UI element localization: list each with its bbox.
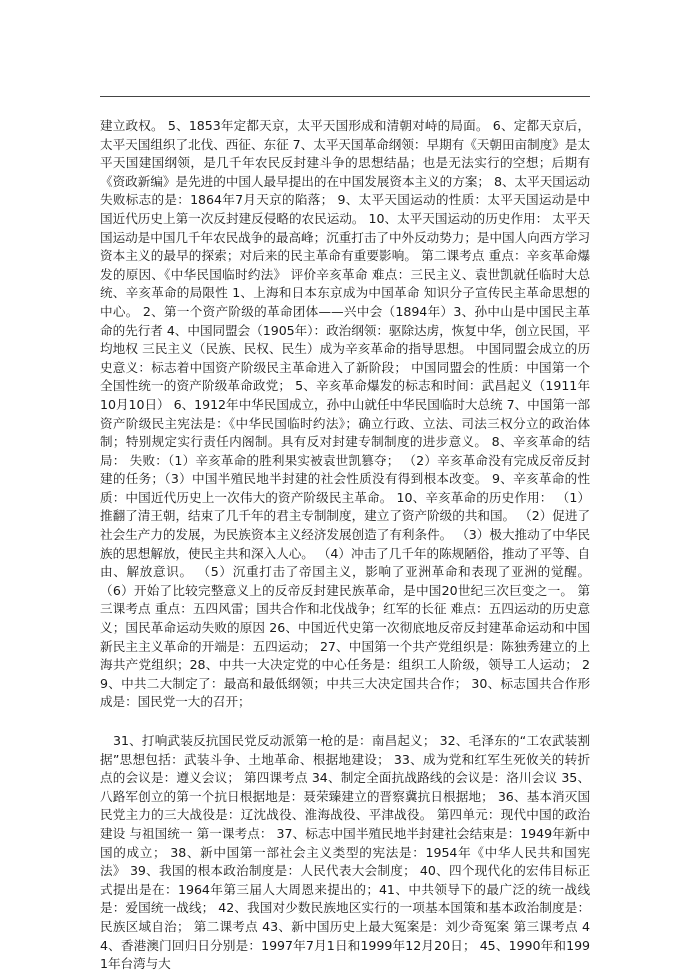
body-paragraph-2: 31、打响武装反抗国民党反动派第一枪的是：南昌起义； 32、毛泽东的“工农武装割据”思想包括：武装斗争、土地革命、根据地建设； 33、成为党和红军生死攸关的转折点的会议是：遵义会议； 第四课考点 34、制定全面抗战路线的会议是：洛川会议 35、八路军创立的第一个抗日根据地是：聂荣臻建立的晋察冀抗日根据地； 36、基本消灭国民党主力的三大战役是：辽沈战役、淮海战役、平津战役。 第四单元：现代中国的政治建设 与祖国统一 第一课考点： 37、标志中国半殖民地半封建社会结束是：1949年新中国的成立； 38、新中国第一部社会主义类型的宪法是：1954年《中华人民共和国宪法》 39、我国的根本政治制度是：人民代表大会制度； 40、四个现代化的宏伟目标正式提出是在：1964年第三届人大周恩来提出的；41、中共领导下的最广泛的统一战线是：爱国统一战线； 42、我国对少数民族地区实行的一项基本国策和基本政治制度是：民族区域自治； 第二课考点 43、新中国历史上最大冤案是：刘少奇冤案 第三课考点 44、香港澳门回归日分别是：1997年7月1日和1999年12月20日； 45、1990年和1991年台湾与大 xyxy=(100,733,590,972)
document-body xyxy=(100,117,590,974)
header-rule xyxy=(100,96,590,97)
body-paragraph-1: 建立政权。 5、1853年定都天京，太平天国形成和清朝对峙的局面。 6、定都天京后，太平天国组织了北伐、西征、东征 7、太平天国革命纲领：早期有《天朝田亩制度》是太平天国建国纲领，是几千年农民反封建斗争的思想结晶；也是无法实行的空想；后期有《资政新编》是先进的中国人最早提出的在中国发展资本主义的方案； 8、太平天国运动失败标志的是：1864年7月天京的陷落； 9、太平天国运动的性质：太平天国运动是中国近代历史上第一次反封建反侵略的农民运动。 10、太平天国运动的历史作用： 太平天国运动是中国几千年农民战争的最高峰；沉重打击了中外反动势力；是中国人向西方学习资本主义的最早的探索；对后来的民主革命有重要影响。 第二课考点 重点：辛亥革命爆发的原因、《中华民国临时约法》 评价辛亥革命 难点：三民主义、袁世凯就任临时大总统、辛亥革命的局限性 1、上海和日本东京成为中国革命 知识分子宣传民主革命思想的中心。 2、第一个资产阶级的革命团体——兴中会（1894年）3、孙中山是中国民主革命的先行者 4、中国同盟会（1905年）：政治纲领：驱除达虏，恢复中华，创立民国，平均地权 三民主义（民族、民权、民生）成为辛亥革命的指导思想。 中国同盟会成立的历史意义：标志着中国资产阶级民主革命进入了新阶段； 中国同盟会的性质：中国第一个全国性统一的资产阶级革命政党； 5、辛亥革命爆发的标志和时间：武昌起义（1911年10月10日） 6、1912年中华民国成立，孙中山就任中华民国临时大总统 7、中国第一部资产阶级民主宪法是：《中华民国临时约法》；确立行政、立法、司法三权分立的政治体制；特别规定实行责任内阁制。具有反对封建专制制度的进步意义。 8、辛亥革命的结局： 失败：（1）辛亥革命的胜利果实被袁世凯篡夺； （2）辛亥革命没有完成反帝反封建的任务；（3）中国半殖民地半封建的社会性质没有得到根本改变。 9、辛亥革命的性质：中国近代历史上一次伟大的资产阶级民主革命。 10、辛亥革命的历史作用： （1）推翻了清王朝，结束了几千年的君主专制制度，建立了资产阶级的共和国。 （2）促进了社会生产力的发展，为民族资本主义经济发展创造了有利条件。 （3）极大推动了中华民族的思想解放，使民主共和深入人心。 （4）冲击了几千年的陈规陋俗，推动了平等、自由、解放意识。 （5）沉重打击了帝国主义，影响了亚洲革命和表现了亚洲的觉醒。 （6）开始了比较完整意义上的反帝反封建民族革命，是中国20世纪三次巨变之一。 第三课考点 重点：五四风雷；国共合作和北伐战争；红军的长征 难点：五四运动的历史意义；国民革命运动失败的原因 26、中国近代史第一次彻底地反帝反封建革命运动和中国新民主主义革命的开端是：五四运动； 27、中国第一个共产党组织是：陈独秀建立的上海共产党组织；28、中共一大决定党的中心任务是：组织工人阶级，领导工人运动； 29、中共二大制定了：最高和最低纲领；中共三大决定国共合作； 30、标志国共合作形成是：国民党一大的召开； xyxy=(100,118,590,710)
